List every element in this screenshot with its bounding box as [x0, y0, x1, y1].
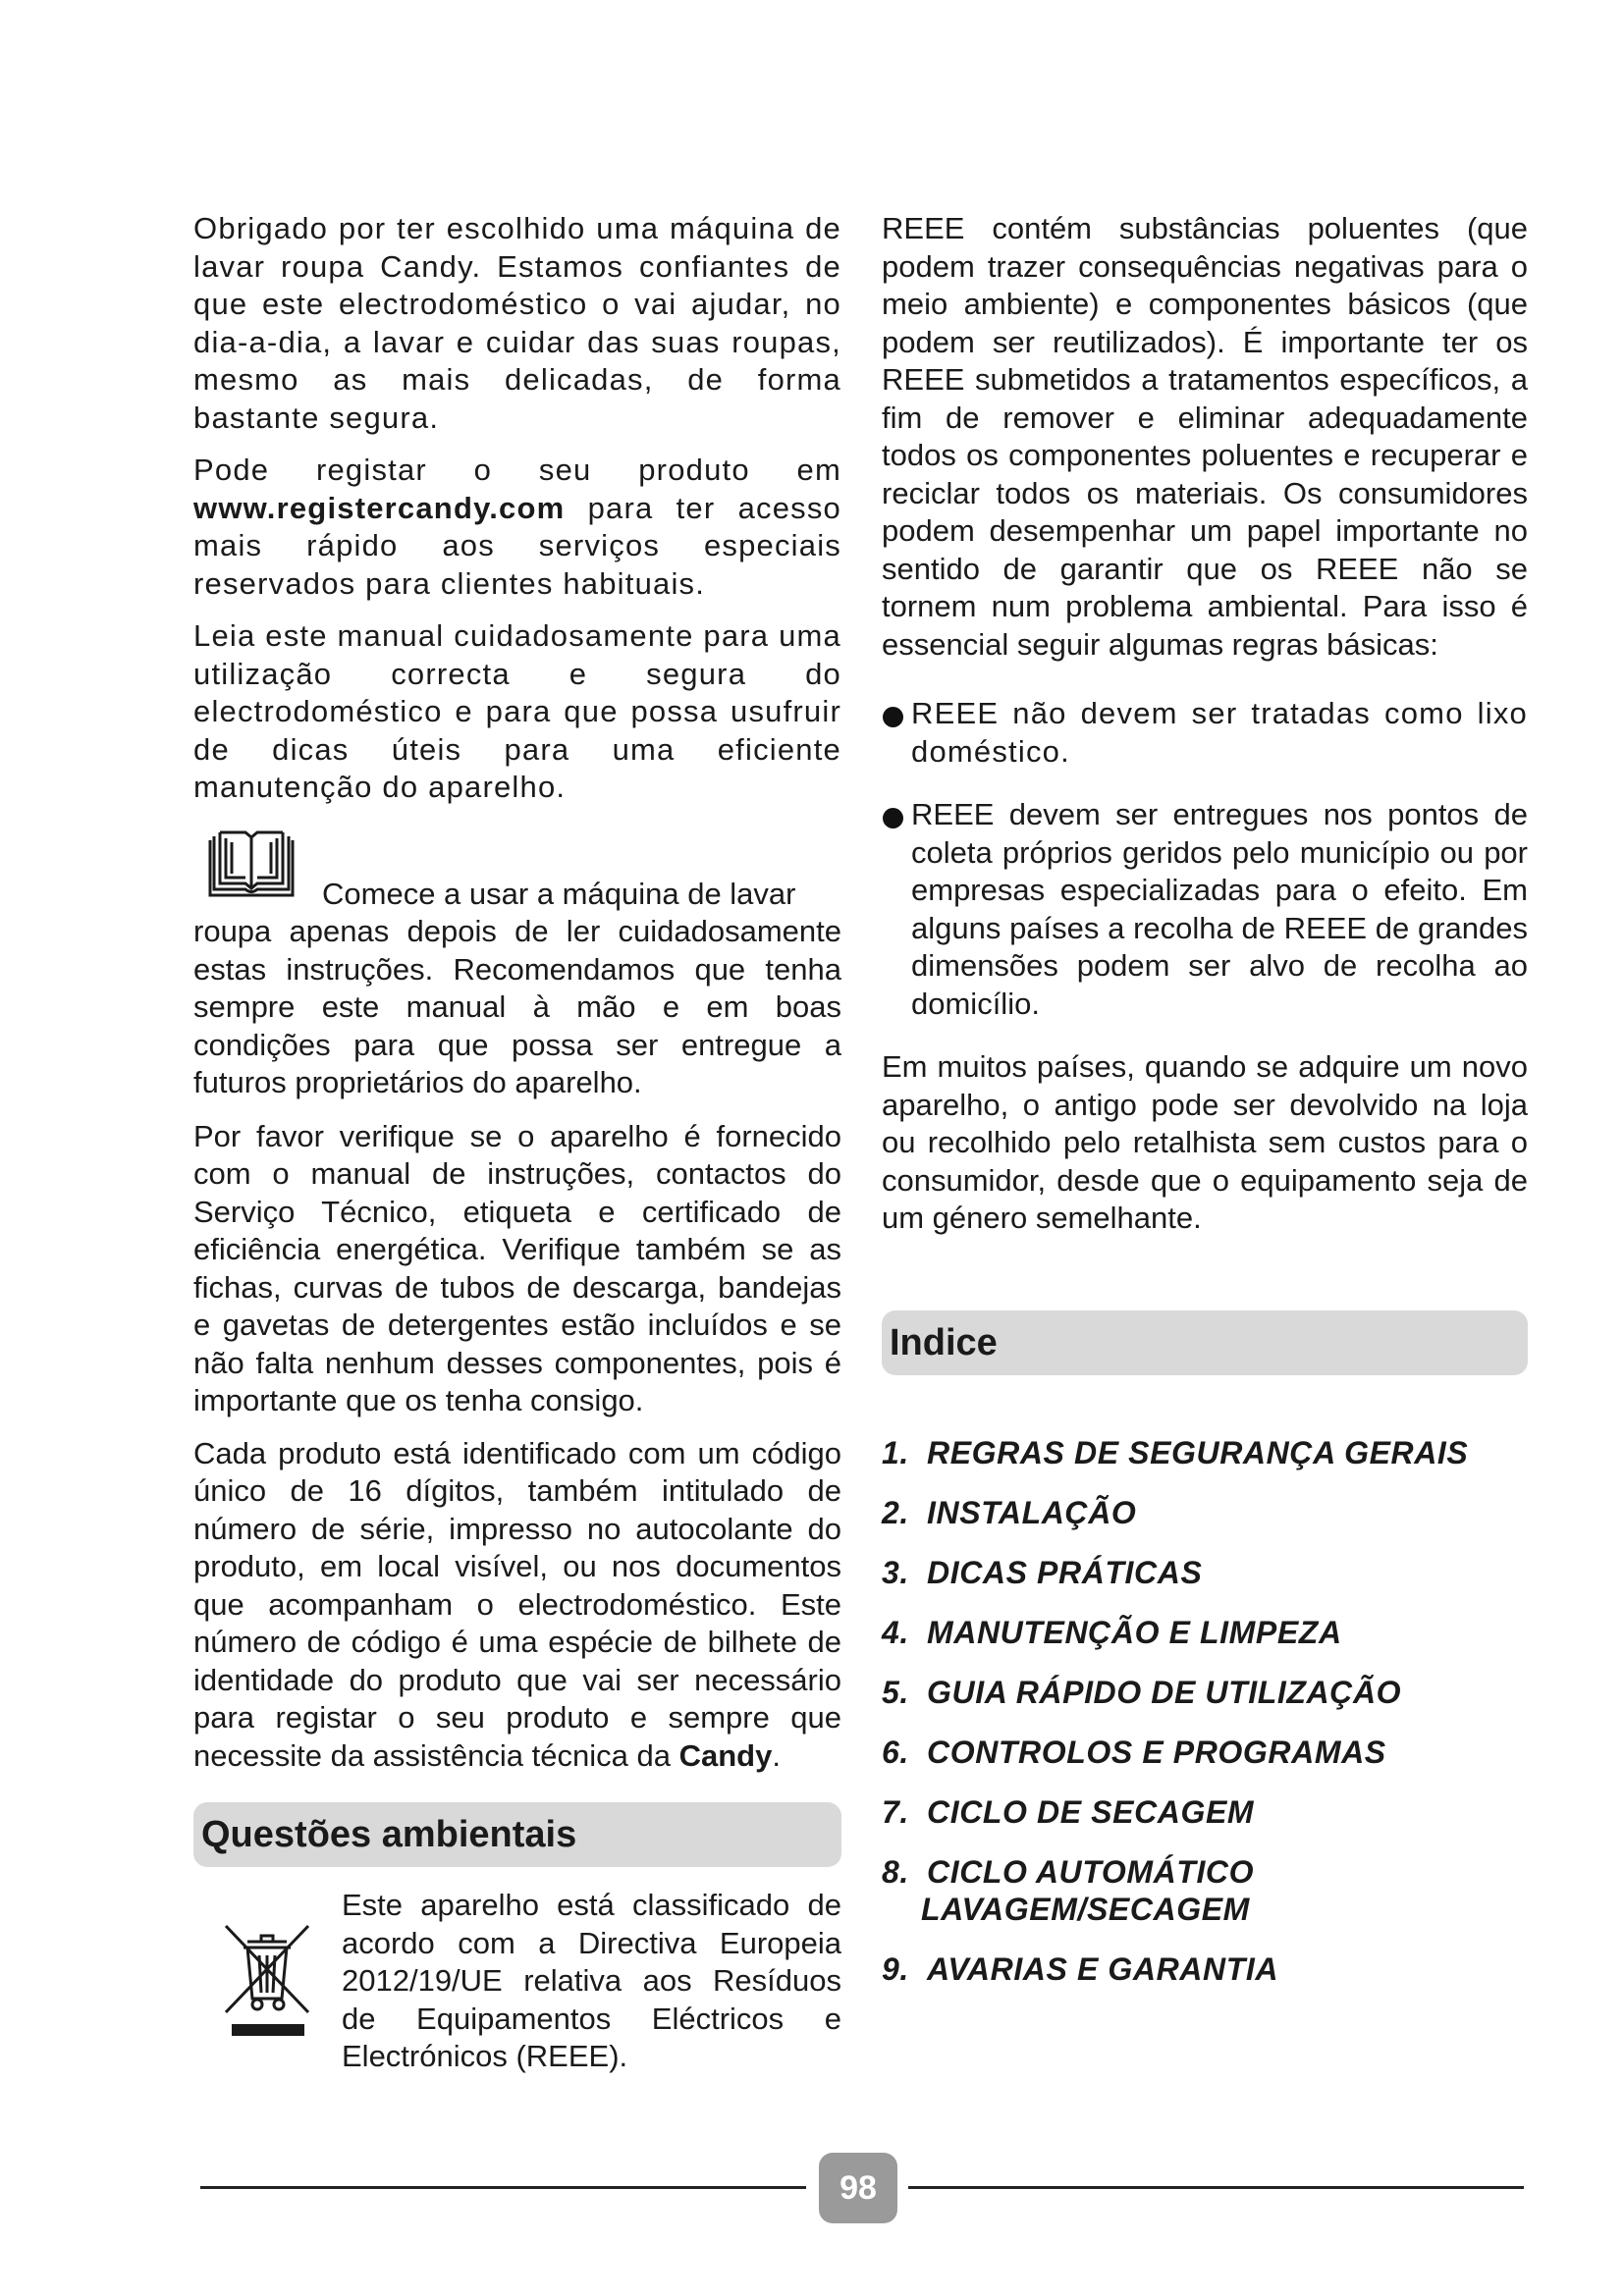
manual-notice-text: roupa apenas depois de ler cuidadosamente estas instruções. Recomendamos que tenha sempre este manual à mão e em boas condições para que possa ser entregue a futuros proprietários do aparelho.: [193, 914, 841, 1099]
page-number-badge: 98: [819, 2153, 897, 2223]
index-item-label: AVARIAS E GARANTIA: [927, 1950, 1279, 1987]
index-item-label: DICAS PRÁTICAS: [927, 1554, 1203, 1590]
weee-notice: [193, 1887, 841, 2076]
index-item-label: INSTALAÇÃO: [927, 1494, 1137, 1530]
brand-name: Candy: [678, 1737, 773, 1773]
index-item[interactable]: 3. DICAS PRÁTICAS: [882, 1554, 1203, 1590]
index-item[interactable]: 7. CICLO DE SECAGEM: [882, 1793, 1255, 1830]
serial-text: Cada produto está identificado com um código único de 16 dígitos, também intitulado de número de série, impresso no autocolante do produto, em local visível, ou nos documentos que acompanham o electrodoméstico. Este número de código é uma espécie de bilhete de identidade do produto que vai ser necessário para registar o seu produto e sempre que necessite da assistência técnica da: [193, 1435, 841, 1773]
manual-notice: [193, 828, 841, 1102]
right-column: [882, 210, 1528, 2010]
register-text-before: Pode registar o seu produto em: [193, 453, 841, 487]
index-item[interactable]: 9. AVARIAS E GARANTIA: [882, 1950, 1279, 1987]
crossed-out-wheelie-bin-icon: [220, 1922, 314, 2038]
list-item: [882, 796, 1528, 1023]
register-paragraph: [193, 452, 841, 603]
contents-check-paragraph: Por favor verifique se o aparelho é fornecido com o manual de instruções, contactos do Serviço Técnico, etiqueta e certificado de eficiência energética. Verifique também se as fichas, curvas de tubos de descarga, bandejas e gavetas de detergentes estão incluídos e se não falta nenhum desses componentes, pois é importante que os tenha consigo.: [193, 1118, 841, 1417]
index-item[interactable]: 5. GUIA RÁPIDO DE UTILIZAÇÃO: [882, 1674, 1402, 1710]
list-item-text: REEE não devem ser tratadas como lixo doméstico.: [911, 696, 1528, 769]
index-section-title: Indice: [882, 1310, 1528, 1375]
footer-rule-right: [908, 2186, 1524, 2189]
register-link[interactable]: www.registercandy.com: [193, 490, 566, 525]
serial-text-end: .: [772, 1737, 781, 1773]
intro-paragraph: Obrigado por ter escolhido uma máquina de lavar roupa Candy. Estamos confiantes de que este electrodoméstico o vai ajudar, no dia-a-dia, a lavar e cuidar das suas roupas, mesmo as mais delicadas, de forma bastante segura.: [193, 211, 841, 435]
return-old-appliance-paragraph: Em muitos países, quando se adquire um novo aparelho, o antigo pode ser devolvido na loja ou recolhido pelo retalhista sem custos para o consumidor, desde que o equipamento seja de um género semelhante.: [882, 1049, 1528, 1235]
table-of-contents: [882, 1434, 1528, 1988]
open-book-icon: [206, 828, 297, 901]
index-item[interactable]: 8. CICLO AUTOMÁTICO LAVAGEM/SECAGEM: [882, 1853, 1528, 1928]
index-item[interactable]: 6. CONTROLOS E PROGRAMAS: [882, 1734, 1386, 1770]
left-column: [193, 210, 841, 2091]
bullet-icon: [883, 808, 903, 828]
index-item-label: REGRAS DE SEGURANÇA GERAIS: [927, 1434, 1469, 1470]
list-item: [882, 695, 1528, 771]
index-item-label: CICLO DE SECAGEM: [927, 1793, 1255, 1830]
footer-rule-left: [200, 2186, 806, 2189]
weee-rules-list: [882, 695, 1528, 1023]
index-item[interactable]: 1. REGRAS DE SEGURANÇA GERAIS: [882, 1434, 1469, 1470]
index-item-label: GUIA RÁPIDO DE UTILIZAÇÃO: [927, 1674, 1402, 1710]
environment-section-title: Questões ambientais: [193, 1802, 841, 1867]
index-item-label: CICLO AUTOMÁTICO: [927, 1853, 1255, 1890]
index-item-label-line2: LAVAGEM/SECAGEM: [921, 1891, 1250, 1927]
weee-substances-paragraph: REEE contém substâncias poluentes (que podem trazer consequências negativas para o meio ambiente) e componentes básicos (que podem ser reutilizados). É importante ter os REEE submetidos a tratamentos específicos, a fim de remover e eliminar adequadamente todos os componentes poluentes e recuperar e reciclar todos os materiais. Os consumidores podem desempenhar um papel importante no sentido de garantir que os REEE não se tornem num problema ambiental. Para isso é essencial seguir algumas regras básicas:: [882, 211, 1528, 662]
manual-notice-first-line: Comece a usar a máquina de lavar: [322, 876, 796, 911]
list-item-text: REEE devem ser entregues nos pontos de coleta próprios geridos pelo município ou por empresas especializadas para o efeito. Em alguns países a recolha de REEE de grandes dimensões podem ser alvo de recolha ao domicílio.: [911, 797, 1528, 1021]
read-manual-paragraph: Leia este manual cuidadosamente para uma utilização correcta e segura do electrodoméstico e para que possa usufruir de dicas úteis para uma eficiente manutenção do aparelho.: [193, 618, 841, 804]
index-item[interactable]: 2. INSTALAÇÃO: [882, 1494, 1137, 1530]
index-item-label: CONTROLOS E PROGRAMAS: [927, 1734, 1386, 1770]
serial-number-paragraph: [193, 1435, 841, 1776]
index-item[interactable]: 4. MANUTENÇÃO E LIMPEZA: [882, 1614, 1342, 1650]
register-text-after: para ter acesso mais rápido aos serviços especiais reservados para clientes habituais.: [193, 490, 841, 601]
weee-directive-text: Este aparelho está classificado de acordo com a Directiva Europeia 2012/19/UE relativa aos Resíduos de Equipamentos Eléctricos e Electrónicos (REEE).: [342, 1888, 841, 2073]
bullet-icon: [883, 707, 903, 727]
index-item-label: MANUTENÇÃO E LIMPEZA: [927, 1614, 1342, 1650]
